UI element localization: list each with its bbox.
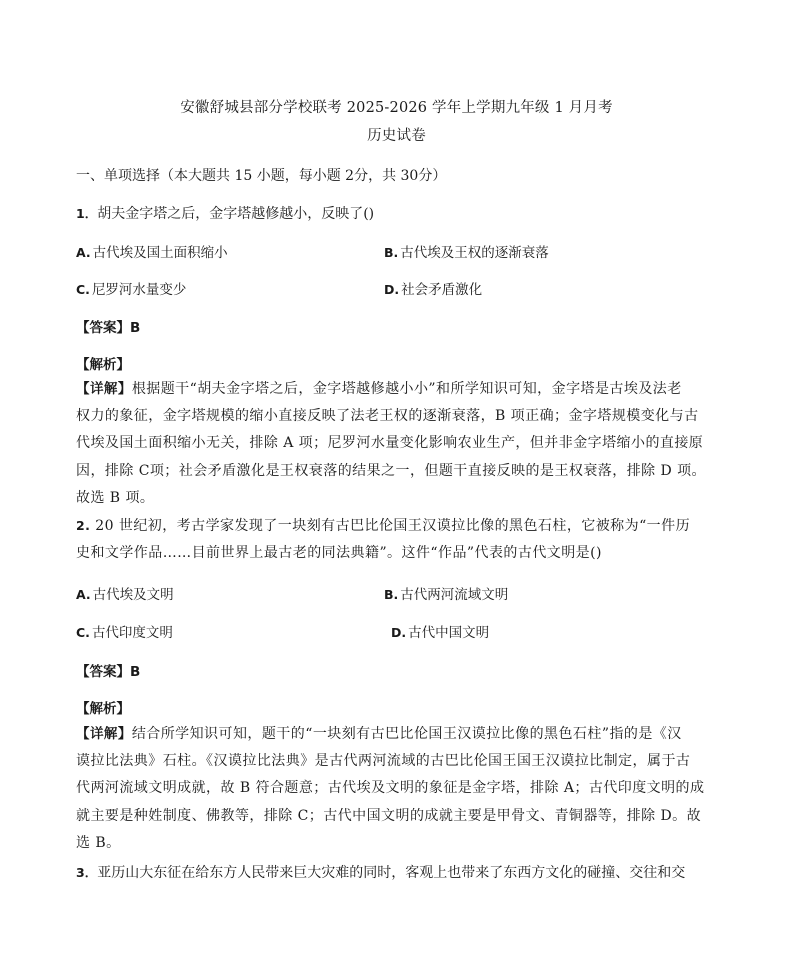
option-letter: A. bbox=[76, 587, 91, 602]
option-text: 尼罗河水量变少 bbox=[91, 282, 187, 298]
question-2 bbox=[76, 512, 690, 567]
exam-subtitle: 历史试卷 bbox=[367, 128, 426, 144]
question-stem: 胡夫金字塔之后，金字塔越修越小，反映了() bbox=[97, 206, 375, 222]
option-letter: C. bbox=[76, 625, 90, 640]
option-letter: B. bbox=[384, 587, 399, 602]
detail-line: 谟拉比法典》石柱。《汉谟拉比法典》是古代两河流域的古巴比伦国王国王汉谟拉比制定，属于古 bbox=[76, 753, 691, 770]
detail-line: 故选 B 项。 bbox=[76, 489, 155, 506]
q2-option-a bbox=[76, 583, 174, 603]
option-text: 古代两河流域文明 bbox=[400, 587, 509, 603]
answer-value: B bbox=[130, 320, 141, 336]
question-number: 1． bbox=[76, 206, 98, 221]
q1-option-b bbox=[384, 241, 549, 261]
option-text: 古代埃及国土面积缩小 bbox=[92, 245, 228, 261]
question-stem: 史和文学作品……目前世界上最古老的同法典籍”。这件“作品”代表的古代文明是() bbox=[76, 545, 602, 562]
option-letter: C. bbox=[76, 282, 90, 297]
option-letter: B. bbox=[384, 245, 399, 260]
detail-line: 结合所学知识可知，题干的“一块刻有古巴比伦国王汉谟拉比像的黑色石柱”指的是《汉 bbox=[131, 726, 682, 742]
question-3 bbox=[76, 862, 685, 882]
detail-line: 就主要是种姓制度、佛教等，排除 C；古代中国文明的成就主要是甲骨文、青铜器等，排除 D。故 bbox=[76, 807, 702, 824]
option-letter: D. bbox=[384, 282, 400, 297]
answer-label: 【答案】 bbox=[76, 320, 130, 336]
detail-line: 根据题干“胡夫金字塔之后，金字塔越修越小小”和所学知识可知，金字塔是古埃及法老 bbox=[131, 381, 682, 397]
q2-detail bbox=[76, 721, 705, 857]
detail-line: 选 B。 bbox=[76, 834, 121, 851]
section-heading: 一、单项选择（本大题共 15 小题，每小题 2分，共 30分） bbox=[76, 168, 447, 184]
q2-option-b bbox=[384, 583, 508, 603]
detail-label: 【详解】 bbox=[76, 381, 132, 397]
answer-label: 【答案】 bbox=[76, 664, 130, 680]
option-text: 社会矛盾激化 bbox=[401, 282, 483, 298]
question-number: 3． bbox=[76, 865, 98, 880]
detail-line: 代两河流域文明成就，故 B 符合题意；古代埃及文明的象征是金字塔，排除 A；古代印度文明的成 bbox=[76, 780, 705, 797]
option-text: 古代埃及王权的逐渐衰落 bbox=[400, 245, 549, 261]
option-text: 古代中国文明 bbox=[408, 625, 490, 641]
q2-answer bbox=[76, 660, 140, 680]
q1-option-d bbox=[384, 278, 482, 298]
option-letter: D. bbox=[391, 625, 407, 640]
question-stem: 亚历山大东征在给东方人民带来巨大灾难的同时，客观上也带来了东西方文化的碰撞、交往和交 bbox=[97, 865, 686, 881]
q1-answer bbox=[76, 316, 140, 336]
q2-analysis-label: 【解析】 bbox=[76, 701, 130, 717]
exam-title: 安徽舒城县部分学校联考 2025-2026 学年上学期九年级 1 月月考 bbox=[180, 100, 613, 116]
question-number: 2. bbox=[76, 518, 91, 533]
q1-option-a bbox=[76, 241, 228, 261]
q2-option-d bbox=[391, 621, 489, 641]
option-letter: A. bbox=[76, 245, 91, 260]
answer-value: B bbox=[130, 664, 141, 680]
q1-detail bbox=[76, 376, 706, 512]
q2-option-c bbox=[76, 621, 173, 641]
detail-line: 因，排除 C项；社会矛盾激化是王权衰落的结果之一，但题干直接反映的是王权衰落，排除 D 项。 bbox=[76, 462, 706, 479]
question-stem: 20 世纪初，考古学家发现了一块刻有古巴比伦国王汉谟拉比像的黑色石柱，它被称为“一件历 bbox=[95, 518, 691, 534]
q1-analysis-label: 【解析】 bbox=[76, 357, 130, 373]
detail-label: 【详解】 bbox=[76, 726, 132, 742]
detail-line: 权力的象征，金字塔规模的缩小直接反映了法老王权的逐渐衰落，B 项正确；金字塔规模变化与古 bbox=[76, 408, 699, 425]
question-1 bbox=[76, 203, 374, 223]
q1-option-c bbox=[76, 278, 186, 298]
option-text: 古代埃及文明 bbox=[92, 587, 174, 603]
option-text: 古代印度文明 bbox=[91, 625, 173, 641]
detail-line: 代埃及国土面积缩小无关，排除 A 项；尼罗河水量变化影响农业生产，但并非金字塔缩小的直接原 bbox=[76, 435, 704, 452]
